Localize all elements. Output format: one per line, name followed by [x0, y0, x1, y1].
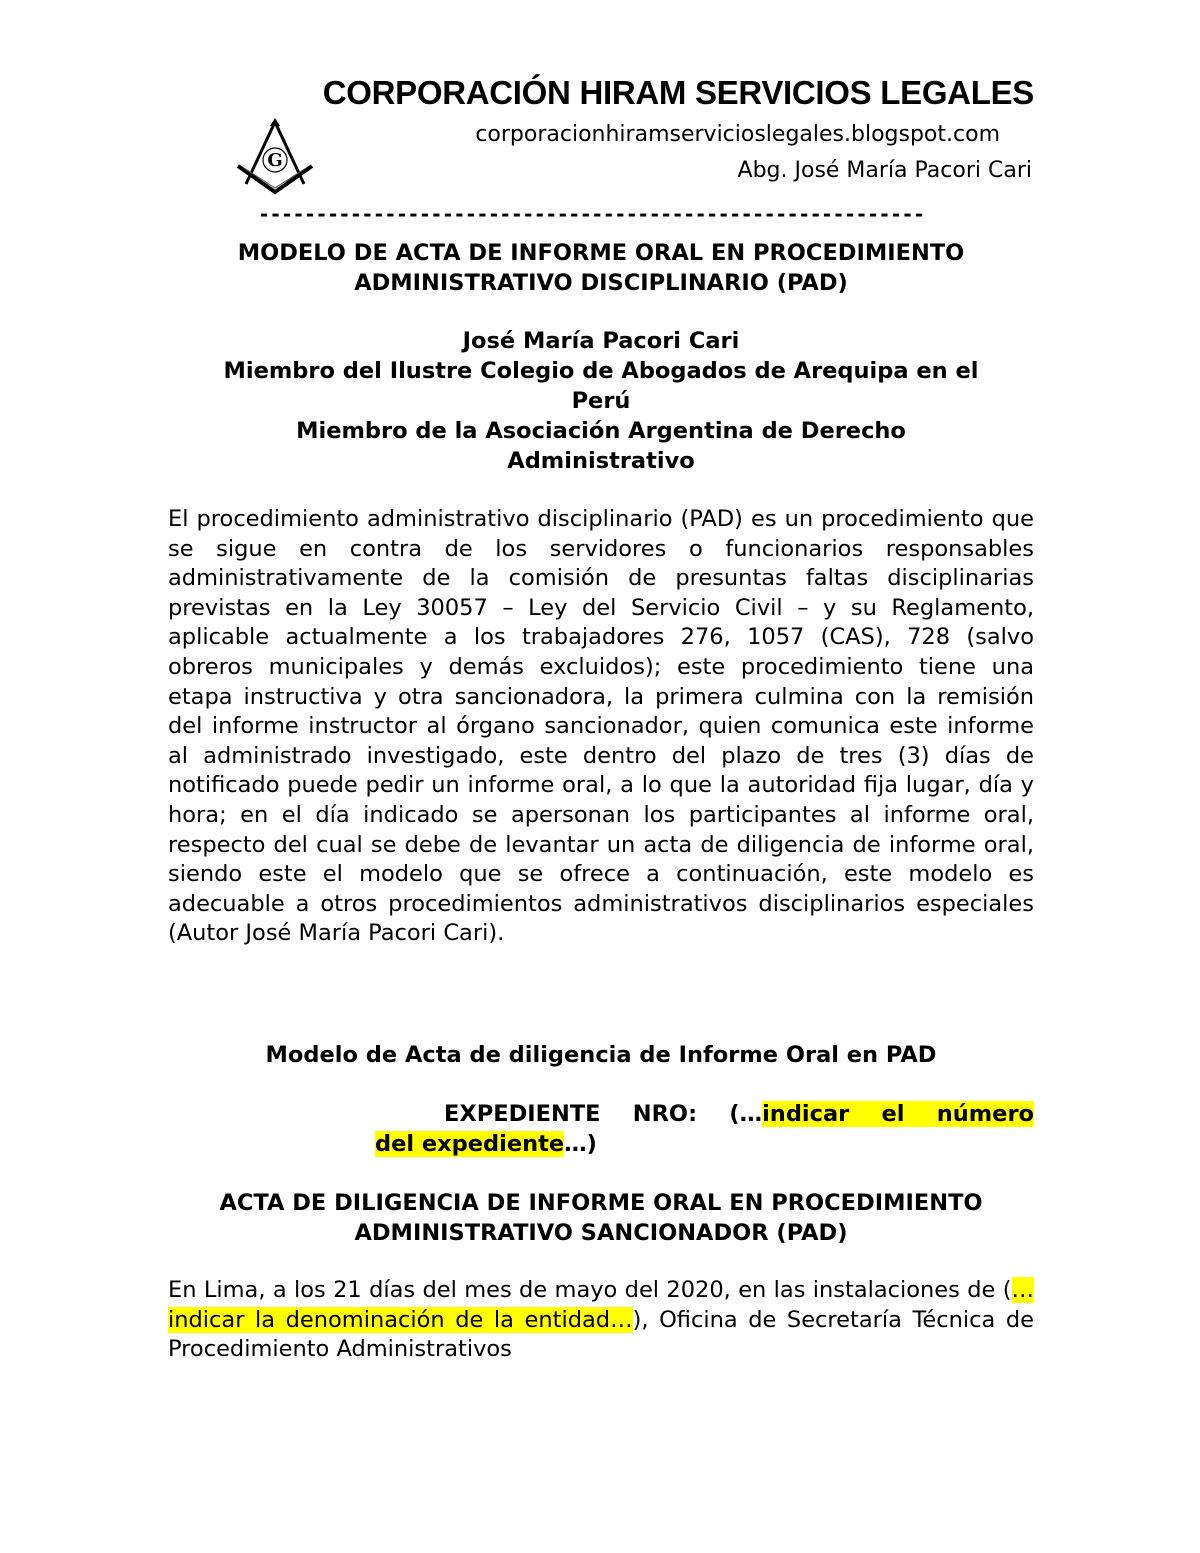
expediente-block	[168, 1099, 1034, 1159]
affiliation-1-line-1: Miembro del Ilustre Colegio de Abogados de Arequipa en el	[223, 358, 979, 384]
affiliation-2-line-2: Administrativo	[507, 448, 695, 474]
blog-url: corporacionhiramservicioslegales.blogspot.com	[475, 122, 1000, 147]
acta-title-line-1: ACTA DE DILIGENCIA DE INFORME ORAL EN PROCEDIMIENTO	[219, 1190, 983, 1216]
header-author: Abg. José María Pacori Cari	[737, 158, 1032, 183]
model-heading: Modelo de Acta de diligencia de Informe Oral en PAD	[265, 1042, 937, 1068]
author-block	[168, 326, 1034, 476]
author-name: José María Pacori Cari	[462, 328, 740, 354]
expediente-placeholder-1: indicar el número	[762, 1101, 1034, 1127]
entity-placeholder: …indicar la denominación de la entidad…	[168, 1277, 1034, 1333]
title-line-2: ADMINISTRATIVO DISCIPLINARIO (PAD)	[354, 270, 848, 296]
document-title	[168, 238, 1034, 298]
title-line-1: MODELO DE ACTA DE INFORME ORAL EN PROCEDIMIENTO	[237, 240, 965, 266]
intro-paragraph: El procedimiento administrativo disciplinario (PAD) es un procedimiento que se sigue en contra de los servidores o funcionarios responsables administrativamente de la comisión de presuntas faltas disciplinarias previstas en la Ley 30057 – Ley del Servicio Civil – y su Reglamento, aplicable actualmente a los trabajadores 276, 1057 (CAS), 728 (salvo obreros municipales y demás excluidos); este procedimiento tiene una etapa instructiva y otra sancionadora, la primera culmina con la remisión del informe instructor al órgano sancionador, quien comunica este informe al administrado investigado, este dentro del plazo de tres (3) días de notificado puede pedir un informe oral, a lo que la autoridad fija lugar, día y hora; en el día indicado se apersonan los participantes al informe oral, respecto del cual se debe de levantar un acta de diligencia de informe oral, siendo este el modelo que se ofrece a continuación, este modelo es adecuable a otros procedimientos administrativos disciplinarios especiales (Autor José María Pacori Cari).	[168, 506, 1034, 947]
masonic-square-compass-icon	[234, 114, 316, 196]
company-name: CORPORACIÓN HIRAM SERVICIOS LEGALES	[322, 74, 1034, 111]
acta-paragraph	[168, 1276, 1034, 1365]
acta-text-end: ), Oficina de Secretaría Técnica de Procedimiento Administrativos	[168, 1306, 1035, 1363]
acta-title-line-2: ADMINISTRATIVO SANCIONADOR (PAD)	[354, 1220, 848, 1246]
expediente-end: …)	[564, 1131, 597, 1157]
acta-title	[168, 1188, 1034, 1248]
affiliation-1-line-2: Perú	[571, 388, 631, 414]
header-divider: ----------------------------------------------------------	[258, 202, 925, 226]
affiliation-2-line-1: Miembro de la Asociación Argentina de Derecho	[296, 418, 906, 444]
svg-text:G: G	[267, 150, 283, 171]
expediente-line-1	[168, 1099, 1034, 1129]
expediente-label: EXPEDIENTE NRO: (…	[444, 1101, 763, 1127]
expediente-placeholder-2: del expediente	[375, 1131, 565, 1157]
acta-text-start: En Lima, a los 21 días del mes de mayo del 2020, en las instalaciones de (	[168, 1277, 1012, 1303]
expediente-line-2	[168, 1129, 1034, 1159]
